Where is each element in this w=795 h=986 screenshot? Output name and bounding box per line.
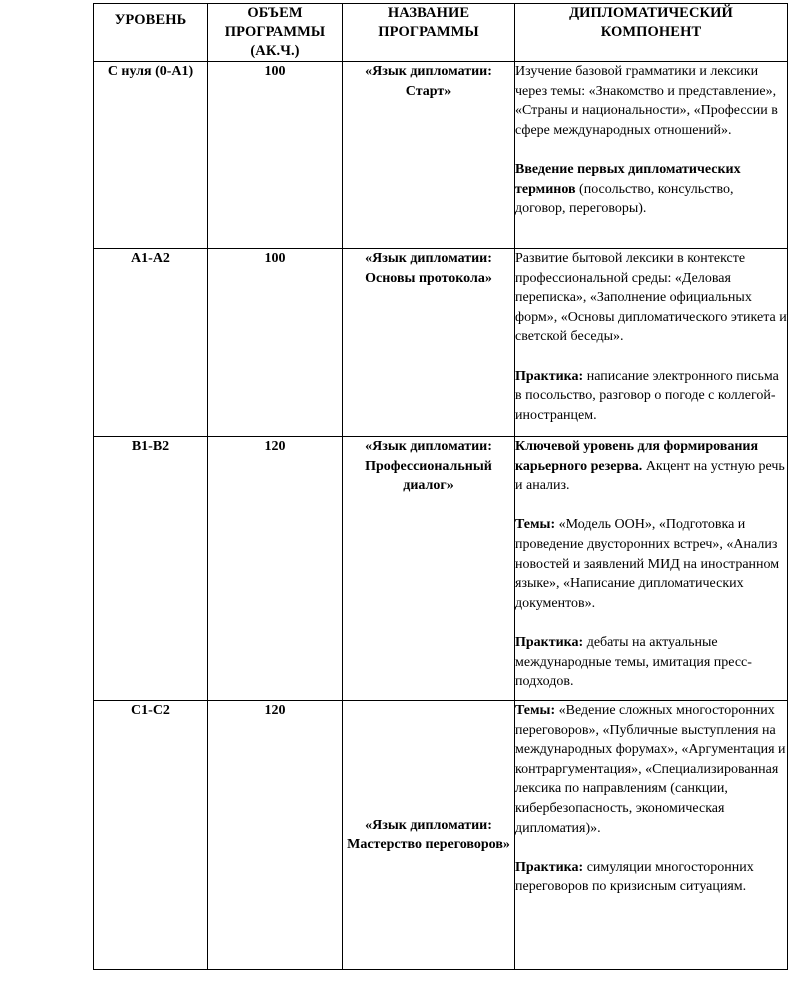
- table-row: [94, 249, 788, 437]
- column-header-diplomatic-component-line-1: ДИПЛОМАТИЧЕСКИЙ: [569, 5, 733, 21]
- component-paragraph: [515, 858, 787, 897]
- column-header-diplomatic-component-line-2: КОМПОНЕНТ: [600, 24, 702, 40]
- column-header-level: [94, 4, 208, 62]
- table-header-row: [94, 4, 788, 62]
- cell-level: А1-А2: [94, 249, 208, 437]
- component-text: дебаты на актуальные международные темы, имитация пресс-подходов.: [515, 634, 752, 690]
- column-header-volume-line-2: ПРОГРАММЫ: [224, 24, 326, 40]
- column-header-level-line-1: УРОВЕНЬ: [114, 12, 187, 28]
- cell-volume: 120: [208, 701, 343, 970]
- component-text: написание электронного письма в посольство, разговор о погоде с коллегой-иностранцем.: [515, 368, 779, 423]
- component-paragraph: [515, 515, 787, 613]
- column-header-volume-line-1: ОБЪЕМ: [247, 5, 303, 21]
- column-header-diplomatic-component: [515, 4, 788, 62]
- component-label: Практика:: [515, 634, 584, 650]
- component-label: Введение первых дипломатических терминов: [515, 161, 741, 197]
- component-text: (посольство, консульство, договор, переговоры).: [515, 181, 734, 217]
- cell-level: С1-С2: [94, 701, 208, 970]
- component-paragraph: [515, 62, 787, 140]
- table-body: [94, 62, 788, 970]
- table-header: [94, 4, 788, 62]
- component-label: Темы:: [515, 517, 556, 533]
- table-row: [94, 437, 788, 701]
- component-text: симуляции многосторонних переговоров по кризисным ситуациям.: [515, 859, 754, 895]
- component-paragraph: [515, 367, 787, 426]
- component-text: «Ведение сложных многосторонних переговоров», «Публичные выступления на международных форумах», «Аргументация и контраргументация», «Специализированная лексика по направлениям (санкции, кибербезопасность, экономическая дипломатия)».: [515, 703, 786, 836]
- cell-volume: 120: [208, 437, 343, 701]
- cell-program-name: «Язык дипломатии: Основы протокола»: [343, 249, 515, 437]
- cell-diplomatic-component: [515, 62, 788, 249]
- table-row: [94, 701, 788, 970]
- cell-program-name: «Язык дипломатии: Старт»: [343, 62, 515, 249]
- component-paragraph: [515, 160, 787, 219]
- component-label: Практика:: [515, 859, 584, 875]
- component-label: Темы:: [515, 703, 556, 718]
- component-text: Акцент на устную речь и анализ.: [515, 458, 785, 494]
- cell-volume: 100: [208, 249, 343, 437]
- cell-volume: 100: [208, 62, 343, 249]
- component-paragraph: [515, 633, 787, 692]
- component-paragraph: [515, 249, 787, 347]
- column-header-program-name: [343, 4, 515, 62]
- component-label: Ключевой уровень для формирования карьерного резерва.: [515, 439, 759, 474]
- cell-diplomatic-component: [515, 701, 788, 970]
- component-paragraph: [515, 437, 787, 496]
- cell-level: С нуля (0-А1): [94, 62, 208, 249]
- column-header-program-name-line-2: ПРОГРАММЫ: [378, 24, 479, 40]
- component-label: Практика:: [515, 368, 584, 384]
- cell-program-name: «Язык дипломатии: Мастерство переговоров»: [343, 701, 515, 970]
- cell-program-name: «Язык дипломатии: Профессиональный диалог»: [343, 437, 515, 701]
- cell-level: В1-В2: [94, 437, 208, 701]
- column-header-program-name-line-1: НАЗВАНИЕ: [387, 5, 470, 21]
- table-row: [94, 62, 788, 249]
- component-text: Развитие бытовой лексики в контексте профессиональной среды: «Деловая переписка», «Заполнение официальных форм», «Основы дипломатического этикета и светской беседы».: [515, 251, 787, 345]
- component-text: «Модель ООН», «Подготовка и проведение двусторонних встреч», «Анализ новостей и заявлений МИД на иностранном языке», «Написание дипломатических документов».: [515, 517, 780, 611]
- column-header-volume-line-3: (АК.Ч.): [250, 43, 300, 59]
- component-paragraph: [515, 701, 787, 838]
- column-header-volume: [208, 4, 343, 62]
- cell-diplomatic-component: [515, 437, 788, 701]
- component-text: Изучение базовой грамматики и лексики через темы: «Знакомство и представление», «Страны и национальности», «Профессии в сфере международных отношений».: [515, 64, 778, 138]
- program-levels-table: [93, 3, 788, 970]
- cell-diplomatic-component: [515, 249, 788, 437]
